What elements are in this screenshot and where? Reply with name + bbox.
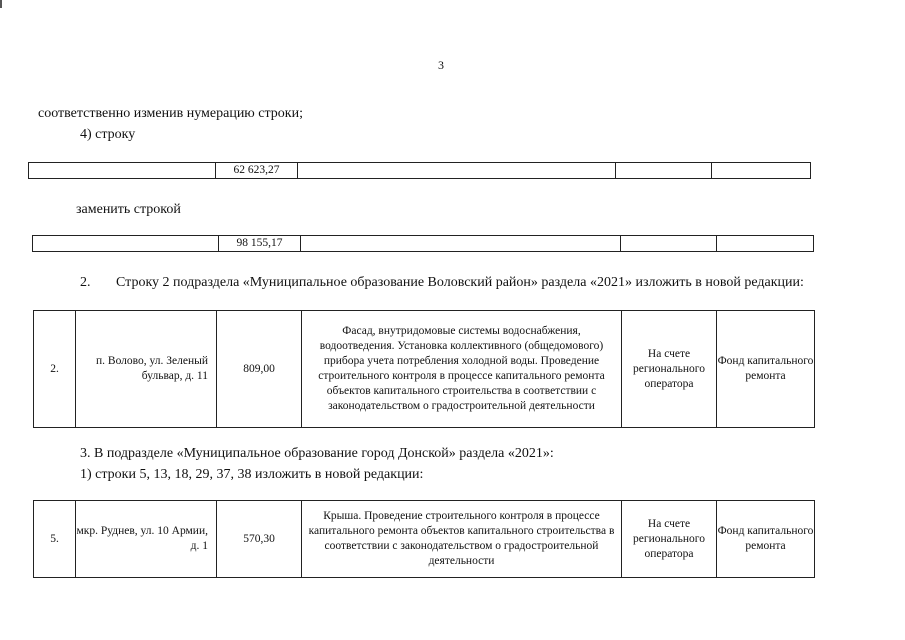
section3-sub: 1) строки 5, 13, 18, 29, 37, 38 изложить в новой редакции: bbox=[80, 467, 424, 482]
new-row-amount: 98 155,17 bbox=[219, 236, 301, 252]
section2-number: 2. bbox=[80, 275, 91, 290]
table3-fund: Фонд капитального ремонта bbox=[717, 501, 815, 578]
table2-amount: 809,00 bbox=[217, 311, 302, 428]
old-row-cell bbox=[298, 163, 616, 179]
old-row-cell bbox=[29, 163, 216, 179]
table3-amount: 570,30 bbox=[217, 501, 302, 578]
intro-text: соответственно изменив нумерацию строки; bbox=[38, 106, 303, 121]
table-row bbox=[34, 311, 815, 428]
table-row bbox=[29, 163, 811, 179]
table3 bbox=[33, 500, 815, 578]
new-row-cell bbox=[717, 236, 814, 252]
table2-no: 2. bbox=[34, 311, 76, 428]
old-row-amount: 62 623,27 bbox=[216, 163, 298, 179]
new-row-table bbox=[32, 235, 814, 252]
section3-text: 3. В подразделе «Муниципальное образование город Донской» раздела «2021»: bbox=[80, 446, 554, 461]
old-row-cell bbox=[712, 163, 811, 179]
table2-account: На счете регионального оператора bbox=[622, 311, 717, 428]
old-row-cell bbox=[616, 163, 712, 179]
scan-corner-mark bbox=[0, 0, 2, 8]
section2-text: Строку 2 подраздела «Муниципальное образование Воловский район» раздела «2021» изложить в новой редакции: bbox=[116, 275, 804, 290]
new-row-cell bbox=[621, 236, 717, 252]
table-row bbox=[34, 501, 815, 578]
table2 bbox=[33, 310, 815, 428]
table2-works: Фасад, внутридомовые системы водоснабжения, водоотведения. Установка коллективного (общедомового) прибора учета потребления холодной воды. Проведение строительного контроля в процессе капитального ремонта объектов капитального строительства в соответствии с законодательством о градостроительной деятельности bbox=[302, 311, 622, 428]
table3-address: мкр. Руднев, ул. 10 Армии, д. 1 bbox=[76, 501, 217, 578]
table3-no: 5. bbox=[34, 501, 76, 578]
replace-text: заменить строкой bbox=[76, 202, 181, 217]
table2-address: п. Волово, ул. Зеленый бульвар, д. 11 bbox=[76, 311, 217, 428]
old-row-table bbox=[28, 162, 811, 179]
table2-fund: Фонд капитального ремонта bbox=[717, 311, 815, 428]
table3-account: На счете регионального оператора bbox=[622, 501, 717, 578]
item4-text: 4) строку bbox=[80, 127, 136, 142]
table-row bbox=[33, 236, 814, 252]
new-row-cell bbox=[33, 236, 219, 252]
new-row-cell bbox=[301, 236, 621, 252]
page-number: 3 bbox=[438, 58, 444, 72]
table3-works: Крыша. Проведение строительного контроля в процессе капитального ремонта объектов капитального строительства в соответствии с законодательством о градостроительной деятельности bbox=[302, 501, 622, 578]
